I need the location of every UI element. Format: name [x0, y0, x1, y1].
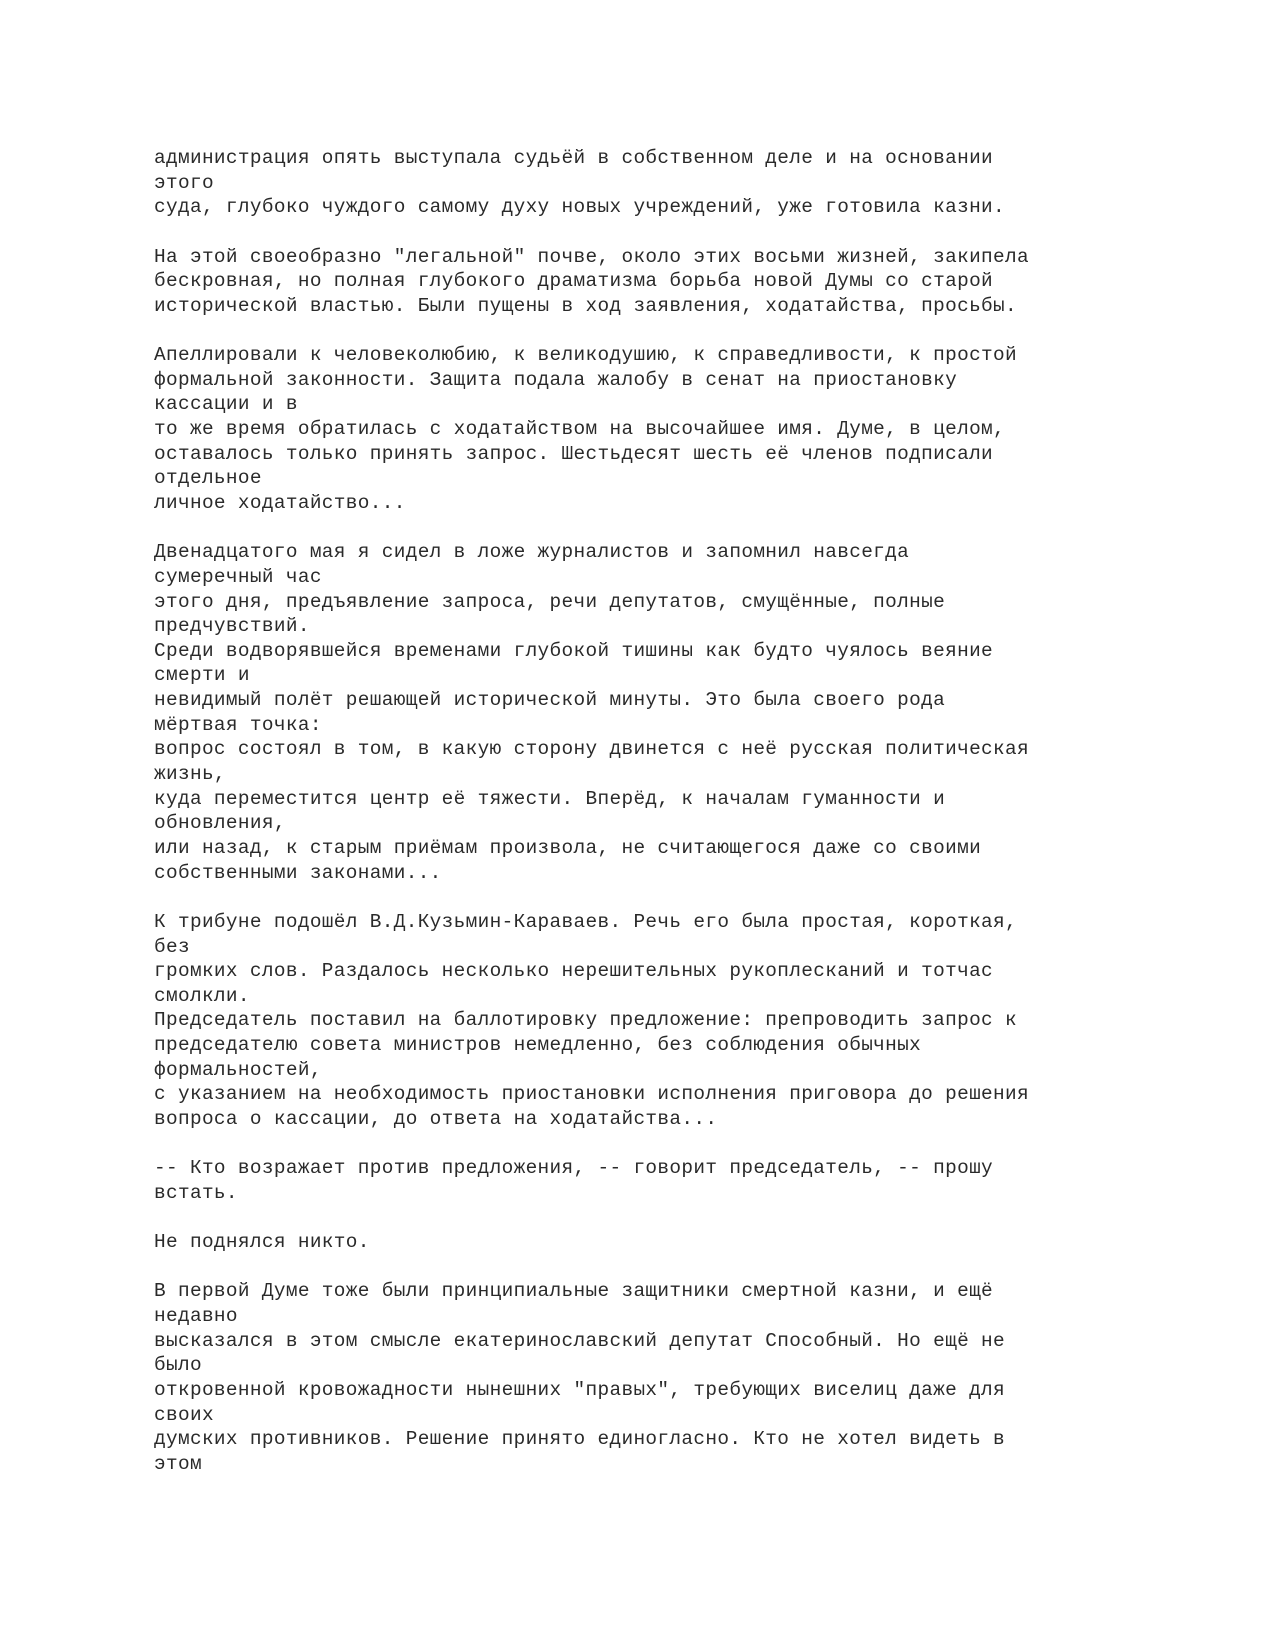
text-line: громких слов. Раздалось несколько нерешительных рукоплесканий и тотчас — [154, 960, 994, 983]
text-line: собственными законами... — [154, 861, 442, 884]
text-line: кассации и в — [154, 393, 298, 416]
text-line: вопроса о кассации, до ответа на ходатайства... — [154, 1107, 718, 1130]
text-line: Двенадцатого мая я сидел в ложе журналистов и запомнил навсегда — [154, 541, 910, 564]
text-line: администрация опять выступала судьёй в собственном деле и на основании — [154, 147, 994, 169]
text-line: отдельное — [154, 467, 262, 490]
text-line — [154, 885, 1214, 910]
text-line: предчувствий. — [154, 615, 310, 638]
text-line: председателю совета министров немедленно, без соблюдения обычных — [154, 1034, 922, 1057]
text-line: этом — [154, 1452, 202, 1475]
text-line: Среди водворявшейся временами глубокой тишины как будто чуялось веяние — [154, 639, 994, 662]
text-line: исторической властью. Были пущены в ход заявления, ходатайства, просьбы. — [154, 294, 1018, 317]
text-line: куда переместится центр её тяжести. Вперёд, к началам гуманности и — [154, 787, 946, 810]
text-line: то же время обратилась с ходатайством на высочайшее имя. Думе, в целом, — [154, 418, 1006, 441]
text-line — [154, 1255, 1214, 1280]
text-line: оставалось только принять запрос. Шестьдесят шесть её членов подписали — [154, 442, 994, 465]
text-line: смерти и — [154, 664, 250, 687]
text-line: недавно — [154, 1305, 238, 1328]
text-line: личное ходатайство... — [154, 491, 406, 514]
text-line: или назад, к старым приёмам произвола, не считающегося даже со своими — [154, 836, 982, 859]
text-line — [154, 1206, 1214, 1231]
text-line: -- Кто возражает против предложения, -- говорит председатель, -- прошу — [154, 1157, 994, 1180]
text-line: Не поднялся никто. — [154, 1231, 370, 1254]
text-line: невидимый полёт решающей исторической минуты. Это была своего рода — [154, 689, 946, 712]
text-line: мёртвая точка: — [154, 713, 322, 736]
text-line: своих — [154, 1403, 214, 1426]
text-line: формальной законности. Защита подала жалобу в сенат на приостановку — [154, 368, 958, 391]
text-line — [154, 516, 1214, 541]
text-line: бескровная, но полная глубокого драматизма борьба новой Думы со старой — [154, 270, 994, 293]
text-line — [154, 318, 1214, 343]
text-line — [154, 1132, 1214, 1157]
text-line: К трибуне подошёл В.Д.Кузьмин-Караваев. Речь его была простая, короткая, — [154, 910, 1018, 933]
text-line: высказался в этом смысле екатеринославский депутат Способный. Но ещё не — [154, 1329, 1006, 1352]
text-line: было — [154, 1354, 202, 1377]
text-line: жизнь, — [154, 763, 226, 786]
text-line: с указанием на необходимость приостановки исполнения приговора до решения — [154, 1083, 1029, 1106]
text-line: откровенной кровожадности нынешних "правых", требующих виселиц даже для — [154, 1379, 1006, 1402]
text-line: этого — [154, 171, 214, 194]
text-line: Председатель поставил на баллотировку предложение: препроводить запрос к — [154, 1009, 1018, 1032]
text-line — [154, 220, 1214, 245]
text-line: суда, глубоко чуждого самому духу новых учреждений, уже готовила казни. — [154, 196, 1006, 219]
text-line: сумеречный час — [154, 565, 322, 588]
text-line: Апеллировали к человеколюбию, к великодушию, к справедливости, к простой — [154, 344, 1018, 367]
document-body-text — [154, 146, 1214, 1477]
text-line: На этой своеобразно "легальной" почве, около этих восьми жизней, закипела — [154, 245, 1029, 268]
text-line: В первой Думе тоже были принципиальные защитники смертной казни, и ещё — [154, 1280, 994, 1303]
text-line: обновления, — [154, 812, 286, 835]
text-line: встать. — [154, 1181, 238, 1204]
text-line: формальностей, — [154, 1058, 322, 1081]
text-line: смолкли. — [154, 984, 250, 1007]
text-line: думских противников. Решение принято единогласно. Кто не хотел видеть в — [154, 1428, 1006, 1451]
text-line: без — [154, 935, 190, 958]
text-line: этого дня, предъявление запроса, речи депутатов, смущённые, полные — [154, 590, 946, 613]
text-line: вопрос состоял в том, в какую сторону двинется с неё русская политическая — [154, 738, 1029, 761]
